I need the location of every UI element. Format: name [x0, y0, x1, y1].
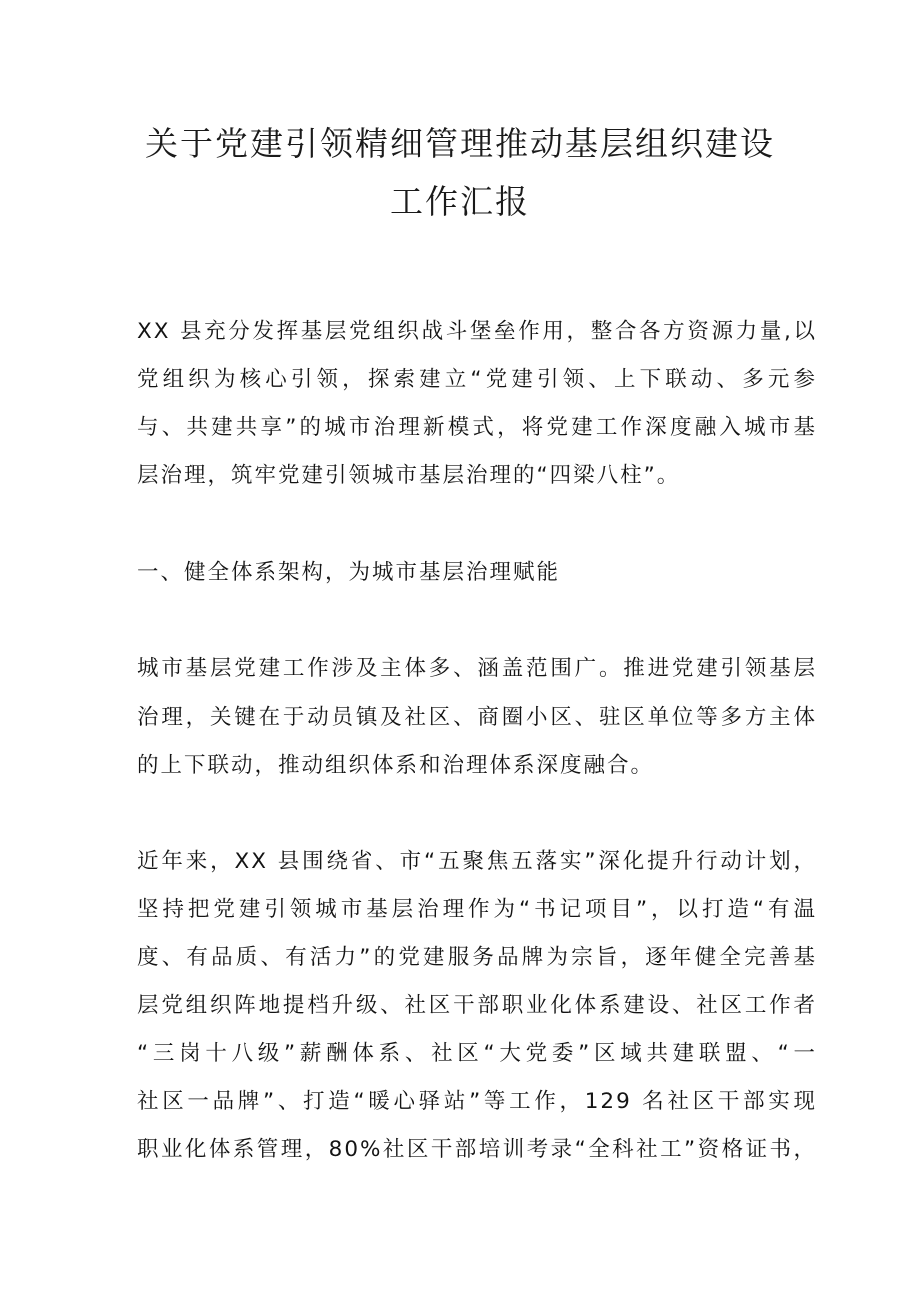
paragraph-line: “三岗十八级”薪酬体系、社区“大党委”区域共建联盟、“一 [137, 1041, 817, 1066]
paragraph-line: 与、共建共享”的城市治理新模式，将党建工作深度融入城市基 [137, 415, 817, 440]
paragraph-line: 城市基层党建工作涉及主体多、涵盖范围广。推进党建引领基层 [137, 656, 817, 681]
paragraph-line: 的上下联动，推动组织体系和治理体系深度融合。 [137, 753, 655, 778]
section-heading-text: 一、健全体系架构，为城市基层治理赋能 [137, 560, 561, 585]
paragraph-line: 坚持把党建引领城市基层治理作为“书记项目”，以打造“有温 [137, 897, 817, 922]
document-title-line-1: 关于党建引领精细管理推动基层组织建设 [145, 124, 775, 163]
paragraph-line: 层党组织阵地提档升级、社区干部职业化体系建设、社区工作者 [137, 993, 817, 1018]
paragraph-line: XX 县充分发挥基层党组织战斗堡垒作用，整合各方资源力量,以 [137, 319, 817, 344]
paragraph-line: 近年来，XX 县围绕省、市“五聚焦五落实”深化提升行动计划， [137, 849, 817, 874]
paragraph-line: 度、有品质、有活力”的党建服务品牌为宗旨，逐年健全完善基 [137, 945, 817, 970]
paragraph-line: 社区一品牌”、打造“暖心驿站”等工作，129 名社区干部实现 [137, 1089, 817, 1114]
paragraph-line: 党组织为核心引领，探索建立“党建引领、上下联动、多元参 [137, 367, 817, 392]
paragraph-line: 治理，关键在于动员镇及社区、商圈小区、驻区单位等多方主体 [137, 705, 817, 730]
paragraph-line: 职业化体系管理，80%社区干部培训考录“全科社工”资格证书， [137, 1137, 817, 1162]
document-title-line-2: 工作汇报 [390, 182, 530, 221]
paragraph-line: 层治理，筑牢党建引领城市基层治理的“四梁八柱”。 [137, 463, 681, 488]
